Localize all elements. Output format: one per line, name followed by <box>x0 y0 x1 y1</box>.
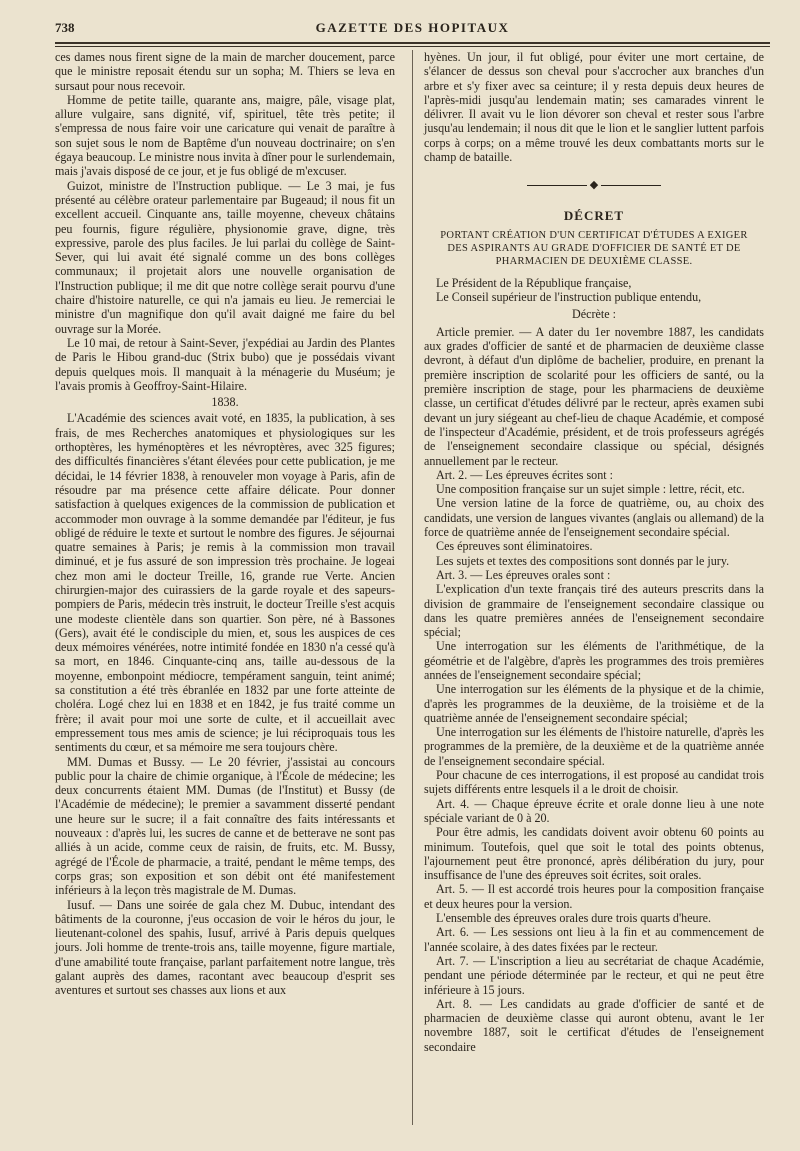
article: Pour être admis, les candidats doivent avoir obtenu 60 points au minimum. Toutefois, quel que soit le total des points obtenus, l'ajournement peut être prononcé, après délibération du jury, pour insuffisance de l'une des épreuves soit écrites, soit orales. <box>424 825 764 883</box>
paragraph: Homme de petite taille, quarante ans, maigre, pâle, visage plat, allure vulgaire, sans dignité, vif, spirituel, tête très petite; il s'empressa de nous faire voir une caricature qui venait de paraître à son sujet sous le nom de Baptême d'un nouveau doctrinaire; on s'en égaya beaucoup. Le ministre nous invita à dîner pour le surlendemain, mais j'avais disposé de ce jour, et je fus obligé de m'excuser. <box>55 92 395 179</box>
left-column <box>55 50 395 998</box>
ornament-divider: ◆ <box>424 178 764 192</box>
column-divider <box>412 50 413 1125</box>
article: Une composition française sur un sujet simple : lettre, récit, etc. <box>436 482 745 497</box>
article: Art. 5. — Il est accordé trois heures pour la composition française et deux heures pour la version. <box>424 882 764 911</box>
article: L'explication d'un texte français tiré des auteurs prescrits dans la division de grammaire de l'enseignement secondaire classique ou dans les quatre premières années de l'enseignement secondaire spécial; <box>424 582 764 640</box>
article: Article premier. — A dater du 1er novembre 1887, les candidats aux grades d'officier de santé et de pharmacien de deuxième classe devront, à défaut d'un diplôme de bachelier, produire, en prenant la première inscription de scolarité pour les officiers de santé, ou la première inscription de stage, pour les pharmaciens de deuxième classe, un certificat d'études délivré par le recteur, après examen subi devant un jury siégeant au chef-lieu de chaque Académie, et composé de l'inspecteur d'Académie, président, et de trois professeurs agrégés de l'enseignement secondaire classique ou spécial, désignés annuellement par le recteur. <box>424 324 764 468</box>
article: L'ensemble des épreuves orales dure trois quarts d'heure. <box>436 911 712 926</box>
decret-title: DÉCRET <box>563 207 625 223</box>
preamble: Le Président de la République française, <box>436 275 632 290</box>
running-title: GAZETTE DES HOPITAUX <box>315 20 510 35</box>
article: Art. 6. — Les sessions ont lieu à la fin et au commencement de l'année scolaire, à des dates fixées par le recteur. <box>424 925 764 954</box>
article: Art. 2. — Les épreuves écrites sont : <box>436 467 613 482</box>
preamble: Le Conseil supérieur de l'instruction publique entendu, <box>436 290 702 305</box>
article: Art. 7. — L'inscription a lieu au secrétariat de chaque Académie, pendant une période déterminée par le recteur, et qui ne peut être inférieure à 15 jours. <box>424 953 764 997</box>
paragraph: Iusuf. — Dans une soirée de gala chez M. Dubuc, intendant des bâtiments de la couronne, j'eus occasion de voir le héros du jour, le lieutenant-colonel des spahis, Iusuf, arrivé à Paris depuis quelques jours. Joli homme de trente-trois ans, taille moyenne, figure martiale, d'une amabilité toute française, parlant parfaitement notre langue, très galant auprès des dames, racontant avec beaucoup d'esprit ses aventures et surtout ses chasses aux lions et aux <box>55 897 395 998</box>
article: Pour chacune de ces interrogations, il est proposé au candidat trois sujets différents entre lesquels il a le droit de choisir. <box>424 768 764 797</box>
paragraph: L'Académie des sciences avait voté, en 1835, la publication, à ses frais, de mes Recherches anatomiques et physiologiques sur les orthoptères, les hyménoptères et les névroptères, avec 325 figures; des difficultés financières s'étant élevées pour cette publication, je me décidai, le 14 février 1838, à renouveler mon voyage à Paris, afin de résoudre par ma présence cette affaire délicate. Pour donner satisfaction à quelques exigences de la commission de publication et accommoder mon ouvrage à la somme demandée par l'éditeur, je fus obligé de réduire le texte et surtout le nombre des figures. Je séjournai quatre semaines à Paris; je remis à la commission mon travail diminué, et je fus assuré de son impression très prochaine. Je logeai chez mon ami le docteur Treille, 16, grande rue Verte. Ancien chirurgien-major des cuirassiers de la garde royale et des sapeurs-pompiers de Paris, médecin très instruit, le docteur Treille s'est acquis une modeste clientèle dans son quartier. Son père, né à Bassones (Gers), avait été le condisciple du mien, et, sous les auspices de ces deux mémoires vénérées, notre intimité fondée en 1830 n'a cessé qu'à sa mort, en 1846. Cinquante-cinq ans, taille au-dessous de la moyenne, embonpoint médiocre, tempérament sanguin, teint animé; sa constitution a été très ébranlée en 1832 par une forte atteinte de choléra. Logé chez lui en 1838 et en 1842, je fus traité comme un frère; il avait pour moi une sorte de culte, et il accueillait avec empressement tous mes amis de science; je lui réciproquais tous les sentiments du cœur, et sa mémoire me sera toujours chère. <box>55 411 395 755</box>
year-heading: 1838. <box>211 395 239 410</box>
article: Une interrogation sur les éléments de la physique et de la chimie, d'après les programmes de la deuxième, de la troisième et de la quatrième année de l'enseignement secondaire spécial; <box>424 682 764 725</box>
header-rule <box>55 42 770 44</box>
decrete-heading: Décrète : <box>572 306 616 321</box>
paragraph: Le 10 mai, de retour à Saint-Sever, j'expédiai au Jardin des Plantes de Paris le Hibou grand-duc (Strix bubo) que je possédais vivant depuis quelques mois. Il manquait à la ménagerie du Muséum; je l'avais promis à Geoffroy-Saint-Hilaire. <box>55 335 395 393</box>
article: Une interrogation sur les éléments de l'histoire naturelle, d'après les programmes de la première, de la deuxième et de la quatrième année de l'enseignement secondaire spécial. <box>424 725 764 768</box>
article: Les sujets et textes des compositions sont donnés par le jury. <box>436 553 730 568</box>
paragraph: Guizot, ministre de l'Instruction publique. — Le 3 mai, je fus présenté au célèbre orateur parlementaire par Bugeaud; il nous fit un excellent accueil. Cinquante ans, taille moyenne, cheveux châtains peu fournis, figure régulière, physionomie grave, digne, très expressive, parole des plus faciles. Je lui parlai du collège de Saint-Sever, qui lui avait été signalé comme un des bons collèges communaux; il projetait alors une nouvelle organisation de l'Instruction publique; il me dit que notre collège serait pourvu d'une chaire d'histoire naturelle, ce qui n'a jamais eu lieu. Je remerciai le ministre d'un magnifique don qu'il avait daigné me faire du bel ouvrage sur la Morée. <box>55 178 395 336</box>
article: Art. 4. — Chaque épreuve écrite et orale donne lieu à une note spéciale variant de 0 à 20. <box>424 796 764 825</box>
page-header <box>55 18 770 44</box>
page-number: 738 <box>55 20 75 35</box>
right-column <box>424 50 764 1054</box>
paragraph: hyènes. Un jour, il fut obligé, pour éviter une mort certaine, de s'élancer de dessus son cheval pour s'accrocher aux branches d'un arbre et s'y fixer avec sa ceinture; il y resta depuis deux heures de l'après-midi jusqu'au lendemain matin; ses camarades vinrent le délivrer. Il avait vu le lion dévorer son cheval et rester sous l'arbre jusqu'au lendemain; il nous dit que le lion et le sanglier luttent parfois corps à corps; on a même trouvé les deux combattants morts sur le champ de bataille. <box>424 50 764 165</box>
article: Une interrogation sur les éléments de l'arithmétique, de la géométrie et de l'algèbre, d'après les programmes des trois premières années de l'enseignement secondaire spécial; <box>424 639 764 682</box>
paragraph: MM. Dumas et Bussy. — Le 20 février, j'assistai au concours public pour la chaire de chimie organique, à l'École de médecine; les deux concurrents étaient MM. Dumas (de l'Institut) et Bussy (de l'Académie de médecine); le premier a savamment disserté pendant une heure sur le sucre; il a fait connaître des faits intéressants et nouveaux : d'après lui, les sucres de canne et de betterave ne sont pas alliés à un acide, comme ceux de raisin, de fruits, etc. M. Bussy, agrégé de l'École de pharmacie, a traité, pendant le même temps, des corps gras; son exposition et son débit ont été manifestement inférieurs à la leçon très magistrale de M. Dumas. <box>55 754 395 898</box>
article: Une version latine de la force de quatrième, ou, au choix des candidats, une version de langues vivantes (anglais ou allemand) de la force de quatrième année de l'enseignement secondaire spécial. <box>424 496 764 540</box>
header-rule-thin <box>55 46 770 47</box>
article: Ces épreuves sont éliminatoires. <box>436 539 593 554</box>
article: Art. 8. — Les candidats au grade d'officier de santé et de pharmacien de deuxième classe qui auront obtenu, avant le 1er novembre 1887, soit le certificat d'études de l'enseignement secondaire <box>424 996 764 1054</box>
decret-subtitle: PORTANT CRÉATION D'UN CERTIFICAT D'ÉTUDES A EXIGER DES ASPIRANTS AU GRADE D'OFFICIER DE SANTÉ ET DE PHARMACIEN DE DEUXIÈME CLASSE. <box>440 229 748 267</box>
paragraph: ces dames nous firent signe de la main de marcher doucement, parce que le ministre reposait étendu sur un sopha; M. Thiers se leva en sursaut pour nous recevoir. <box>55 50 395 93</box>
article: Art. 3. — Les épreuves orales sont : <box>436 567 611 582</box>
